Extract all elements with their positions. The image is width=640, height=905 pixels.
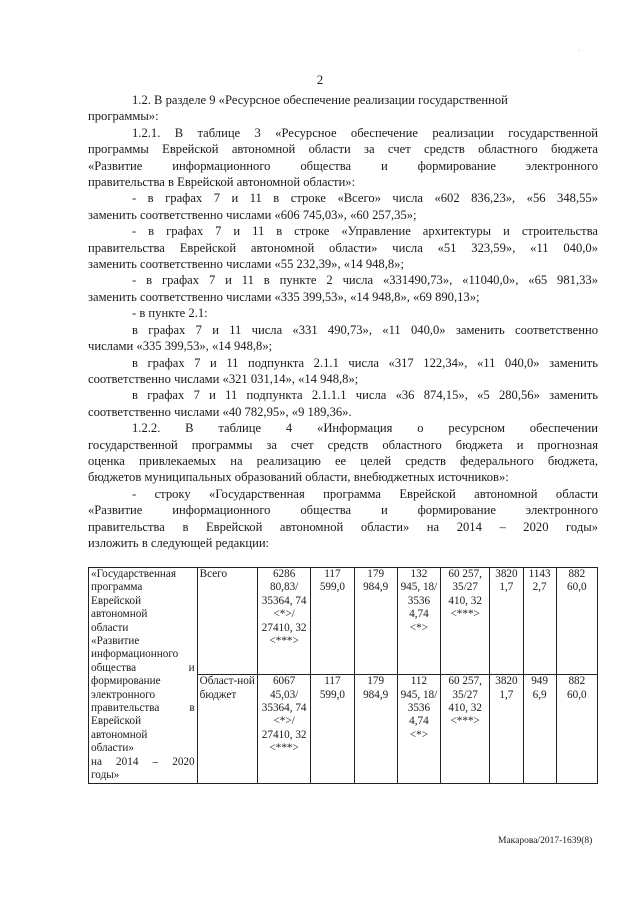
program-line: области	[91, 621, 129, 634]
item-punkt2-line2: заменить соответственно числами «335 399,53», «14 948,8», «69 890,13»;	[88, 289, 480, 304]
text-line: 1.2. В разделе 9 «Ресурсное обеспечение реализации государственной	[132, 93, 508, 107]
program-line: программа	[91, 581, 143, 594]
program-line: годы»	[91, 769, 120, 782]
paragraph-1-2	[88, 92, 598, 125]
value-cell: 882 60,0	[556, 568, 597, 675]
page-number: 2	[316, 72, 324, 87]
value-cell: 949 6,9	[523, 675, 556, 783]
program-line: правительства в	[91, 702, 195, 715]
paragraph-1-2-2-line3: оценка привлекаемых на реализацию ее целей средств федерального бюджета,	[88, 453, 598, 468]
paragraph-1-2-1-line4: правительства в Еврейской автономной области»:	[88, 175, 356, 190]
resource-table	[88, 567, 598, 784]
item-upravlenie-line1: - в графах 7 и 11 в строке «Управление архитектуры и строительства	[132, 224, 598, 239]
value-cell: 882 60,0	[556, 675, 597, 783]
value-cell: 60 257, 35/27 410, 32 <***>	[441, 675, 490, 783]
program-line: электронного	[91, 688, 156, 701]
corner-mark: ·	[578, 48, 580, 54]
item-upravlenie-line3: заменить соответственно числами «55 232,39», «14 948,8»;	[88, 257, 404, 272]
item-vsego-line1: - в графах 7 и 11 в строке «Всего» числа «602 836,23», «56 348,55»	[132, 191, 598, 206]
document-body	[88, 92, 598, 551]
item-upravlenie-line2: правительства Еврейской автономной области» числа «51 323,59», «11 040,0»	[88, 240, 598, 255]
item-stroku-line3: правительства в Еврейской автономной области» на 2014 – 2020 годы»	[88, 519, 598, 534]
program-line: информационного	[91, 648, 179, 661]
item-punkt2-1-line2: числами «335 399,53», «14 948,8»;	[88, 339, 273, 354]
item-punkt2-1: - в пункте 2.1:	[132, 306, 208, 321]
text-line: программы»:	[88, 109, 159, 124]
item-stroku-line1: - строку «Государственная программа Еврейской автономной области	[132, 486, 598, 501]
program-line: «Развитие	[91, 635, 140, 648]
paragraph-1-2-2-line2: государственной программы за счет средств областного бюджета и прогнозная	[88, 437, 598, 452]
value-cell: 112 945, 18/ 3536 4,74 <*>	[397, 675, 440, 783]
source-cell: Област-ной бюджет	[197, 675, 257, 783]
item-stroku-line4: изложить в следующей редакции:	[88, 535, 270, 550]
program-line: Еврейской	[91, 715, 142, 728]
value-cell: 117 599,0	[311, 675, 354, 783]
item-punkt2-line1: - в графах 7 и 11 в пункте 2 числа «331490,73», «11040,0», «65 981,33»	[132, 273, 598, 288]
value-cell: 179 984,9	[354, 675, 397, 783]
value-cell: 60 257, 35/27 410, 32 <***>	[441, 568, 490, 675]
program-line: области»	[91, 742, 134, 755]
value-cell: 6286 80,83/ 35364, 74 <*>/ 27410, 32 <***>	[257, 568, 310, 675]
value-cell: 179 984,9	[354, 568, 397, 675]
program-line: «Государственная	[91, 568, 177, 580]
program-line: формирование	[91, 675, 161, 688]
value-cell: 6067 45,03/ 35364, 74 <*>/ 27410, 32 <***>	[257, 675, 310, 783]
item-stroku-line2: «Развитие информационного общества и формирование электронного	[88, 503, 598, 518]
paragraph-1-2-1-line2: программы Еврейской автономной области за счет средств областного бюджета	[88, 142, 598, 157]
program-line: автономной	[91, 728, 148, 741]
document-footer: Макарова/2017-1639(8)	[498, 836, 593, 846]
program-line: автономной	[91, 608, 148, 621]
program-line: общества и	[91, 661, 195, 674]
table-row	[89, 568, 598, 675]
program-name-cell	[89, 568, 198, 784]
paragraph-1-2-1-line1: 1.2.1. В таблице 3 «Ресурсное обеспечение реализации государственной	[132, 125, 598, 140]
value-cell: 1143 2,7	[523, 568, 556, 675]
item-punkt2-1-line1: в графах 7 и 11 числа «331 490,73», «11 040,0» заменить соответственно	[132, 322, 598, 337]
source-cell: Всего	[197, 568, 257, 675]
program-line: Еврейской	[91, 594, 142, 607]
item-vsego-line2: заменить соответственно числами «606 745,03», «60 257,35»;	[88, 207, 417, 222]
paragraph-1-2-2-line4: бюджетов муниципальных образований области, внебюджетных источников»:	[88, 470, 509, 485]
paragraph-1-2-1-line3: «Развитие информационного общества и формирование электронного	[88, 158, 598, 173]
value-cell: 3820 1,7	[490, 568, 523, 675]
value-cell: 132 945, 18/ 3536 4,74 <*>	[397, 568, 440, 675]
paragraph-1-2-2-line1: 1.2.2. В таблице 4 «Информация о ресурсном обеспечении	[132, 421, 598, 436]
value-cell: 3820 1,7	[490, 675, 523, 783]
value-cell: 117 599,0	[311, 568, 354, 675]
item-2-1-1-1-line1: в графах 7 и 11 подпункта 2.1.1.1 числа «36 874,15», «5 280,56» заменить	[132, 388, 598, 403]
item-2-1-1-1-line2: соответственно числами «40 782,95», «9 189,36».	[88, 404, 352, 419]
item-2-1-1-line1: в графах 7 и 11 подпункта 2.1.1 числа «317 122,34», «11 040,0» заменить	[132, 355, 598, 370]
item-2-1-1-line2: соответственно числами «321 031,14», «14 948,8»;	[88, 371, 359, 386]
program-line: на 2014 – 2020	[91, 755, 195, 768]
